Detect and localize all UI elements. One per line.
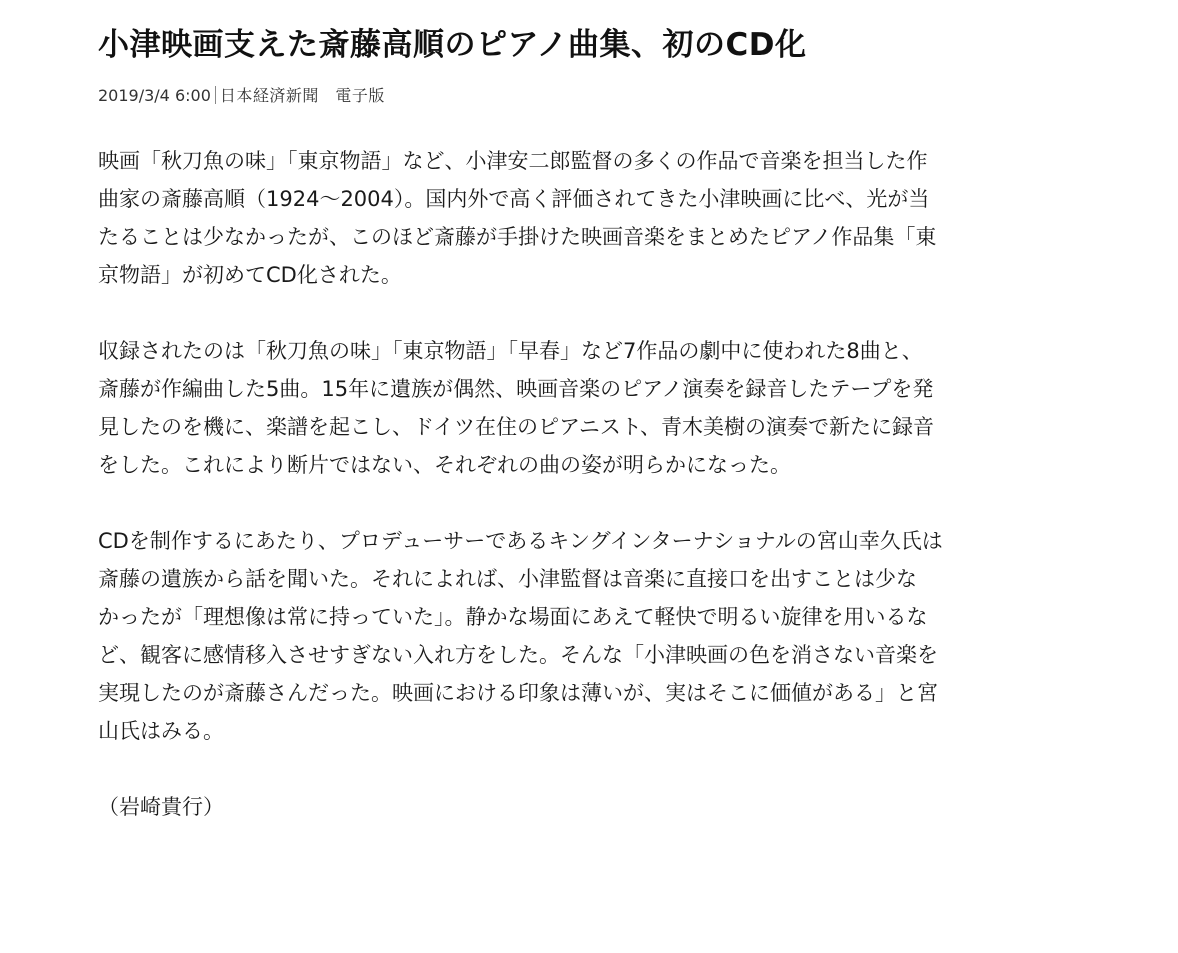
paragraph-1: [98, 142, 1108, 294]
meta-divider: [215, 86, 216, 104]
publication-source: 日本経済新聞 電子版: [219, 86, 385, 105]
article-body: [98, 142, 1108, 826]
text-line: CDを制作するにあたり、プロデューサーであるキングインターナショナルの宮山幸久氏は: [98, 529, 943, 553]
text-line: をした。これにより断片ではない、それぞれの曲の姿が明らかになった。: [98, 453, 791, 477]
text-line: 京物語」が初めてCD化された。: [98, 263, 402, 287]
text-line: 実現したのが斎藤さんだった。映画における印象は薄いが、実はそこに価値がある」と宮: [98, 681, 938, 705]
text-line: ど、観客に感情移入させすぎない入れ方をした。そんな「小津映画の色を消さない音楽を: [98, 643, 938, 667]
text-line: 斎藤の遺族から話を聞いた。それによれば、小津監督は音楽に直接口を出すことは少な: [98, 567, 917, 591]
text-line: 映画「秋刀魚の味」「東京物語」など、小津安二郎監督の多くの作品で音楽を担当した作: [98, 149, 928, 173]
headline: 小津映画支えた斎藤高順のピアノ曲集、初のCD化: [98, 27, 807, 63]
publish-date: 2019/3/4 6:00: [98, 86, 211, 105]
paragraph-2: [98, 332, 1108, 484]
text-line: 収録されたのは「秋刀魚の味」「東京物語」「早春」など7作品の劇中に使われた8曲と、: [98, 339, 923, 363]
text-line: 山氏はみる。: [98, 719, 224, 743]
paragraph-3: [98, 522, 1108, 750]
author-byline: （岩崎貴行）: [98, 795, 224, 819]
article-meta: [98, 84, 385, 108]
text-line: 曲家の斎藤高順（1924～2004）。国内外で高く評価されてきた小津映画に比べ、光が当: [98, 187, 930, 211]
text-line: 見したのを機に、楽譜を起こし、ドイツ在住のピアニスト、青木美樹の演奏で新たに録音: [98, 415, 935, 439]
text-line: たることは少なかったが、このほど斎藤が手掛けた映画音楽をまとめたピアノ作品集「東: [98, 225, 937, 249]
text-line: かったが「理想像は常に持っていた」。静かな場面にあえて軽快で明るい旋律を用いるな: [98, 605, 928, 629]
text-line: 斎藤が作編曲した5曲。15年に遺族が偶然、映画音楽のピアノ演奏を録音したテープを発: [98, 377, 934, 401]
